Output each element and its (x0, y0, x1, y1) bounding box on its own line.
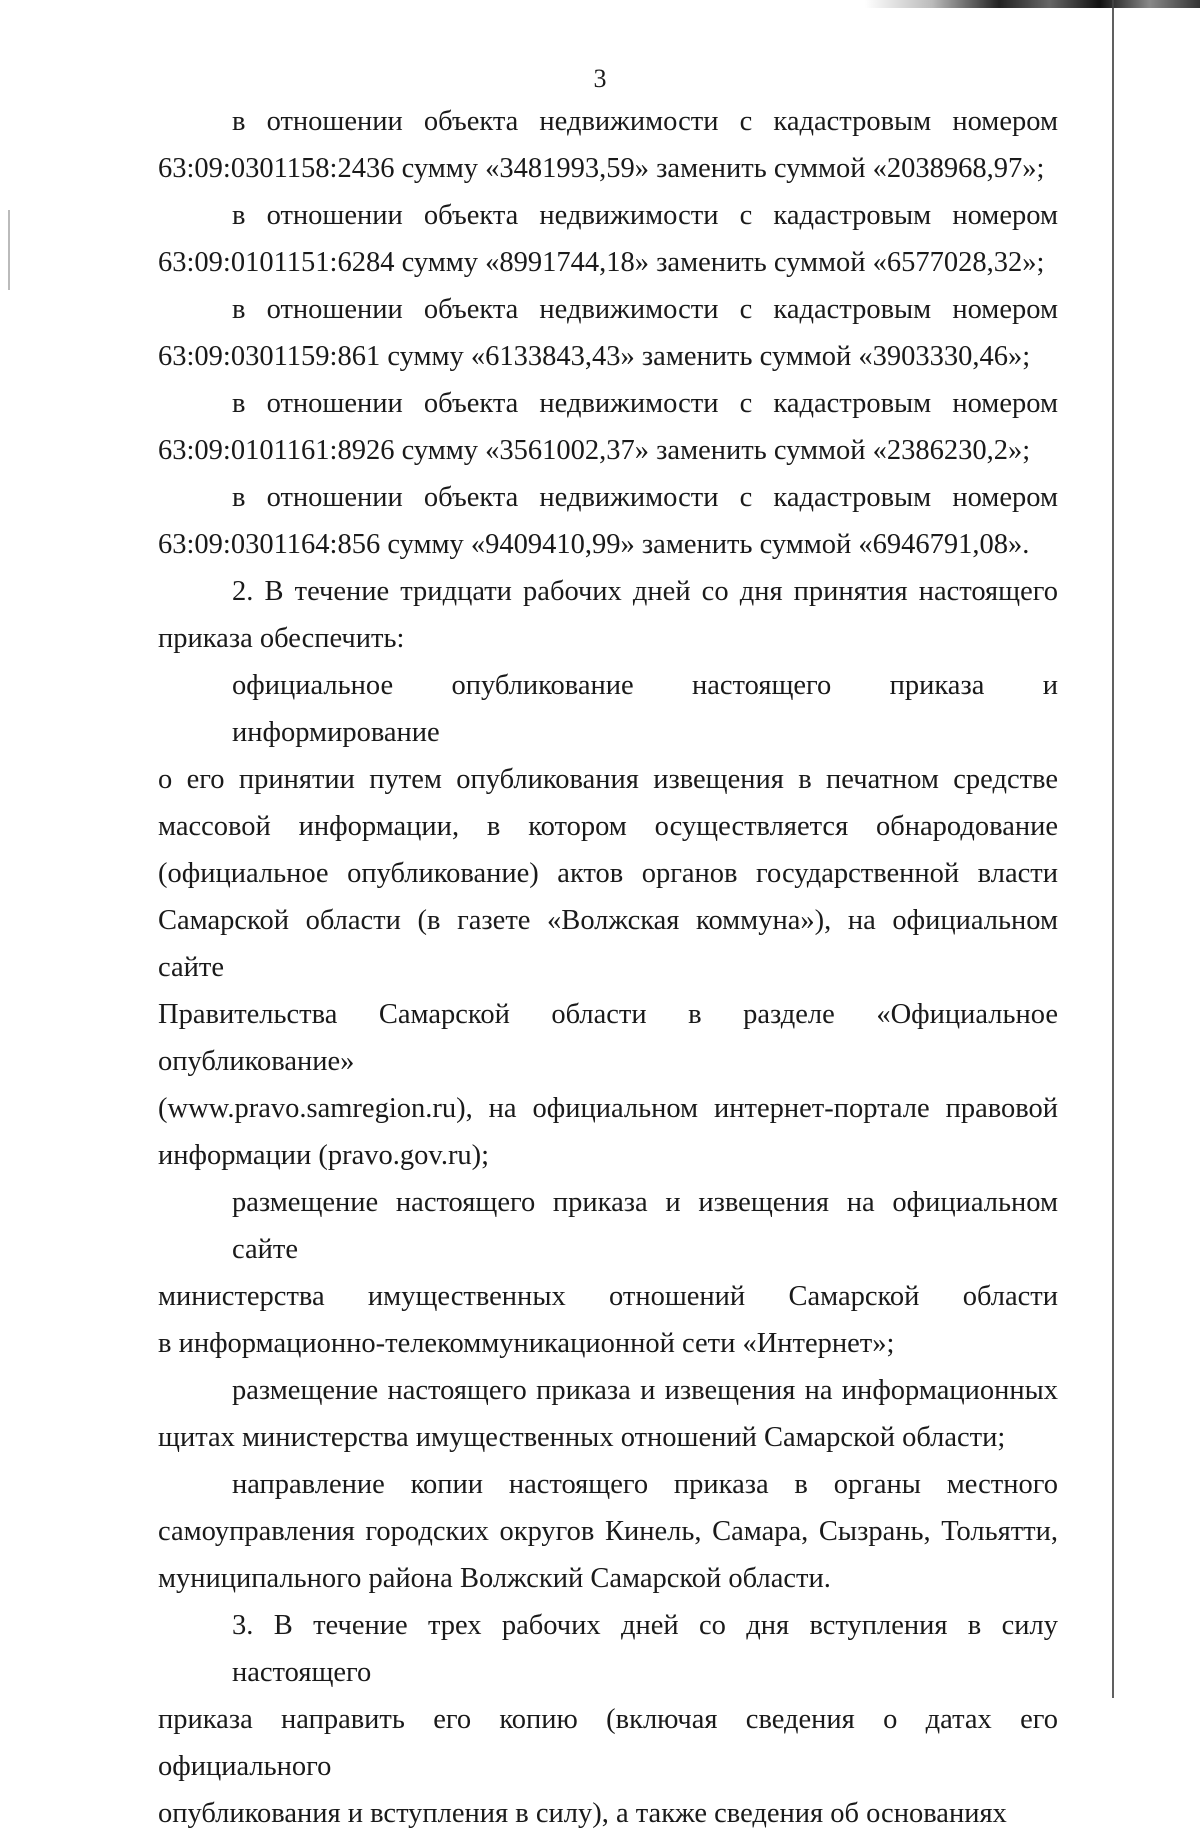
text-line: в отношении объекта недвижимости с кадастровым номером (232, 388, 1058, 419)
text-line: размещение настоящего приказа и извещения на официальном сайте (232, 1187, 1058, 1265)
paragraph-p5 (158, 474, 1058, 568)
text-line: 3. В течение трех рабочих дней со дня вступления в силу настоящего (232, 1610, 1058, 1688)
scan-artifact-top (865, 0, 1200, 8)
text-line: 63:09:0101161:8926 сумму «3561002,37» заменить суммой «2386230,2»; (158, 435, 1031, 466)
page-number: 3 (593, 64, 607, 93)
text-line: в отношении объекта недвижимости с кадастровым номером (232, 106, 1058, 137)
paragraph-p9 (158, 1367, 1058, 1461)
scan-artifact-right-edge (1112, 0, 1114, 1698)
paragraph-p2 (158, 192, 1058, 286)
text-line: Самарской области (в газете «Волжская коммуна»), на официальном сайте (158, 905, 1058, 983)
text-line: официальное опубликование настоящего приказа и информирование (232, 670, 1058, 748)
paragraph-p1 (158, 98, 1058, 192)
scan-artifact-left (8, 210, 10, 290)
text-line: (официальное опубликование) актов органов государственной власти (158, 858, 1058, 889)
text-line: самоуправления городских округов Кинель, Самара, Сызрань, Тольятти, (158, 1516, 1058, 1547)
text-line: в отношении объекта недвижимости с кадастровым номером (232, 200, 1058, 231)
paragraph-p8 (158, 1179, 1058, 1367)
paragraph-p10 (158, 1461, 1058, 1602)
text-line: массовой информации, в котором осуществляется обнародование (158, 811, 1058, 842)
text-line: министерства имущественных отношений Самарской области (158, 1281, 1058, 1312)
paragraph-p3 (158, 286, 1058, 380)
text-line: в информационно-телекоммуникационной сети «Интернет»; (158, 1328, 895, 1359)
text-line: (www.pravo.samregion.ru), на официальном интернет-портале правовой (158, 1093, 1058, 1124)
text-line: 2. В течение тридцати рабочих дней со дня принятия настоящего (232, 576, 1058, 607)
text-line: о его принятии путем опубликования извещения в печатном средстве (158, 764, 1058, 795)
text-line: Правительства Самарской области в разделе «Официальное опубликование» (158, 999, 1058, 1077)
paragraph-p11 (158, 1602, 1058, 1837)
text-line: 63:09:0101151:6284 сумму «8991744,18» заменить суммой «6577028,32»; (158, 247, 1045, 278)
paragraph-p4 (158, 380, 1058, 474)
paragraph-p6 (158, 568, 1058, 662)
text-line: приказа направить его копию (включая сведения о датах его официального (158, 1704, 1058, 1782)
text-line: щитах министерства имущественных отношений Самарской области; (158, 1422, 1006, 1453)
text-line: приказа обеспечить: (158, 623, 405, 654)
text-line: опубликования и вступления в силу), а также сведения об основаниях (158, 1798, 1007, 1829)
text-line: 63:09:0301158:2436 сумму «3481993,59» заменить суммой «2038968,97»; (158, 153, 1045, 184)
text-line: 63:09:0301164:856 сумму «9409410,99» заменить суммой «6946791,08». (158, 529, 1030, 560)
text-line: муниципального района Волжский Самарской области. (158, 1563, 831, 1594)
text-line: направление копии настоящего приказа в органы местного (232, 1469, 1058, 1500)
text-line: 63:09:0301159:861 сумму «6133843,43» заменить суммой «3903330,46»; (158, 341, 1031, 372)
document-body (158, 98, 1058, 1837)
text-line: в отношении объекта недвижимости с кадастровым номером (232, 294, 1058, 325)
text-line: информации (pravo.gov.ru); (158, 1140, 490, 1171)
text-line: размещение настоящего приказа и извещения на информационных (232, 1375, 1058, 1406)
text-line: в отношении объекта недвижимости с кадастровым номером (232, 482, 1058, 513)
paragraph-p7 (158, 662, 1058, 1179)
